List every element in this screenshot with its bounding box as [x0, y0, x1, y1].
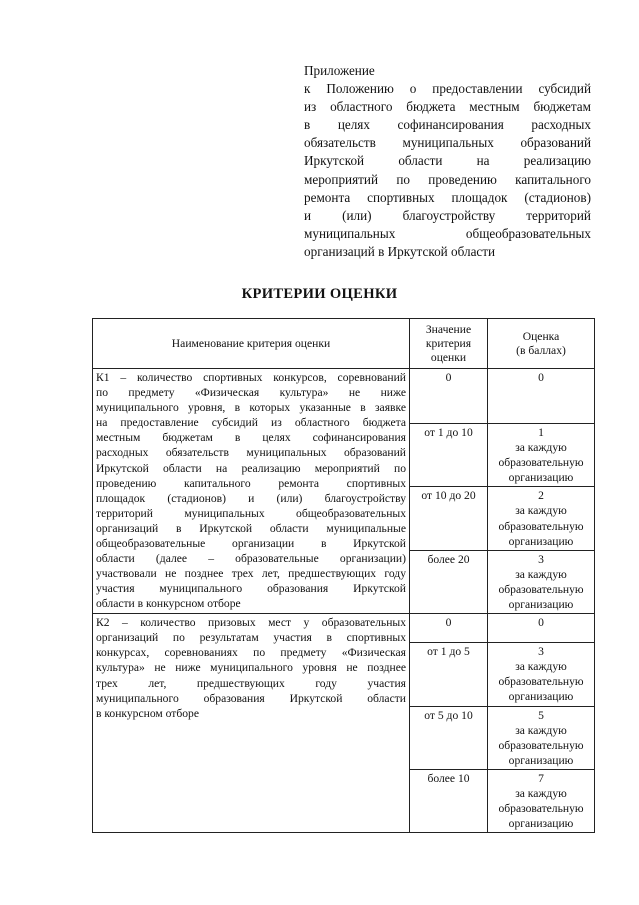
score-line: 3 — [538, 645, 544, 659]
appendix-line: Иркутской области на реализацию — [304, 153, 591, 169]
criterion-value: более 10 — [410, 769, 488, 832]
criterion-name-line: организаций по результатам участия в спортивных — [96, 631, 406, 645]
criterion-value: от 1 до 10 — [410, 424, 488, 487]
appendix-line: мероприятий по проведению капитального — [304, 171, 591, 187]
criterion-value: 0 — [410, 614, 488, 643]
criterion-name-line: по предмету «Физическая культура» не ниже — [96, 386, 406, 400]
criterion-name-line: К1 – количество спортивных конкурсов, соревнований — [96, 371, 406, 384]
criterion-score — [488, 369, 595, 424]
score-line: 5 — [538, 708, 544, 722]
criterion-name-line: культура» не ниже муниципального уровня не позднее — [96, 661, 406, 675]
criterion-value: 0 — [410, 369, 488, 424]
criterion-name-line: участия муниципального образования Иркутской — [96, 582, 406, 596]
criterion-score — [488, 424, 595, 487]
table-row — [93, 369, 595, 424]
criterion-name-line: на предоставление субсидий из областного бюджета — [96, 416, 406, 430]
criterion-value: от 1 до 5 — [410, 643, 488, 706]
criterion-name-line: организаций в Иркутской области муниципальные — [96, 521, 406, 535]
score-line: организацию — [508, 690, 574, 704]
score-line: 3 — [538, 552, 544, 566]
criterion-score — [488, 769, 595, 832]
criterion-name-line: трех лет, предшествующих году участия — [96, 676, 406, 690]
header-score-line: Оценка — [522, 329, 560, 343]
score-line: образовательную — [498, 582, 584, 596]
score-line: за каждую — [515, 504, 567, 518]
score-line: за каждую — [515, 660, 567, 674]
criterion-value: от 10 до 20 — [410, 487, 488, 550]
criterion-score — [488, 706, 595, 769]
criterion-name-line: области в конкурсном отборе — [96, 597, 241, 611]
score-line: организацию — [508, 598, 574, 612]
criterion-name-line: участвовали не позднее трех лет, предшествующих году — [96, 567, 406, 581]
score-line: организацию — [508, 534, 574, 548]
appendix-block — [304, 62, 591, 261]
criterion-score — [488, 614, 595, 643]
appendix-line: из областного бюджета местным бюджетам — [304, 99, 591, 115]
score-line: организацию — [508, 753, 574, 767]
score-line: за каждую — [515, 723, 567, 737]
criterion-name-line: муниципального образования Иркутской области — [96, 691, 406, 705]
criterion-name-k2 — [93, 614, 410, 833]
table-header-row — [93, 319, 595, 369]
appendix-line: в целях софинансирования расходных — [304, 117, 591, 133]
score-line: за каждую — [515, 441, 567, 455]
page-title: КРИТЕРИИ ОЦЕНКИ — [241, 286, 398, 302]
criteria-table — [92, 318, 595, 833]
score-line: образовательную — [498, 675, 584, 689]
score-line: образовательную — [498, 456, 584, 470]
header-value-line: Значение — [425, 322, 472, 336]
header-criterion-value — [410, 319, 488, 369]
header-value-line: оценки — [430, 350, 467, 364]
criterion-name-line: территорий муниципальных общеобразовательных — [96, 506, 406, 520]
criterion-name-line: проведению капитального ремонта спортивных — [96, 476, 406, 490]
score-line: организацию — [508, 471, 574, 485]
criterion-name-line: общеобразовательные организации в Иркутской — [96, 537, 406, 551]
appendix-line: к Положению о предоставлении субсидий — [304, 81, 591, 97]
score-line: образовательную — [498, 738, 584, 752]
header-value-line: критерия — [425, 336, 472, 350]
criterion-name-line: местным бюджетам в целях софинансирования — [96, 431, 406, 445]
criterion-value: более 20 — [410, 550, 488, 613]
header-score — [488, 319, 595, 369]
score-line: 1 — [538, 426, 544, 439]
criterion-name-line: К2 – количество призовых мест у образовательных — [96, 616, 406, 630]
score-line: за каждую — [515, 786, 567, 800]
score-line: образовательную — [498, 519, 584, 533]
criterion-name-line: расходных обязательств муниципальных образований — [96, 446, 406, 460]
score-line: образовательную — [498, 802, 584, 816]
appendix-line: обязательств муниципальных образований — [304, 135, 591, 151]
criterion-name-line: в конкурсном отборе — [96, 706, 199, 720]
criterion-score — [488, 643, 595, 706]
appendix-line: организаций в Иркутской области — [304, 243, 496, 259]
appendix-line: Приложение — [304, 63, 375, 78]
criterion-name-line: площадок (стадионов) и (или) благоустройству — [96, 491, 406, 505]
score-line: организацию — [508, 817, 574, 831]
score-line: 7 — [538, 771, 544, 785]
score-line: 0 — [538, 371, 544, 384]
header-score-line: (в баллах) — [516, 343, 566, 357]
appendix-line: ремонта спортивных площадок (стадионов) — [304, 189, 591, 205]
header-criterion-name: Наименование критерия оценки — [93, 319, 410, 369]
criterion-name-line: муниципального уровня, в которых указанные в заявке — [96, 401, 406, 415]
criterion-score — [488, 487, 595, 550]
score-line: 0 — [538, 616, 544, 630]
appendix-line: муниципальных общеобразовательных — [304, 225, 591, 241]
appendix-line: и (или) благоустройству территорий — [304, 207, 591, 223]
table-row — [93, 614, 595, 643]
score-line: за каждую — [515, 567, 567, 581]
criterion-name-line: Иркутской области на реализацию мероприятий по — [96, 461, 406, 475]
criterion-name-k1 — [93, 369, 410, 614]
criterion-name-line: области (далее – образовательные организации) — [96, 552, 406, 566]
score-line: 2 — [538, 489, 544, 503]
criterion-score — [488, 550, 595, 613]
criterion-value: от 5 до 10 — [410, 706, 488, 769]
criterion-name-line: конкурсах, соревнованиях по предмету «Физическая — [96, 646, 406, 660]
